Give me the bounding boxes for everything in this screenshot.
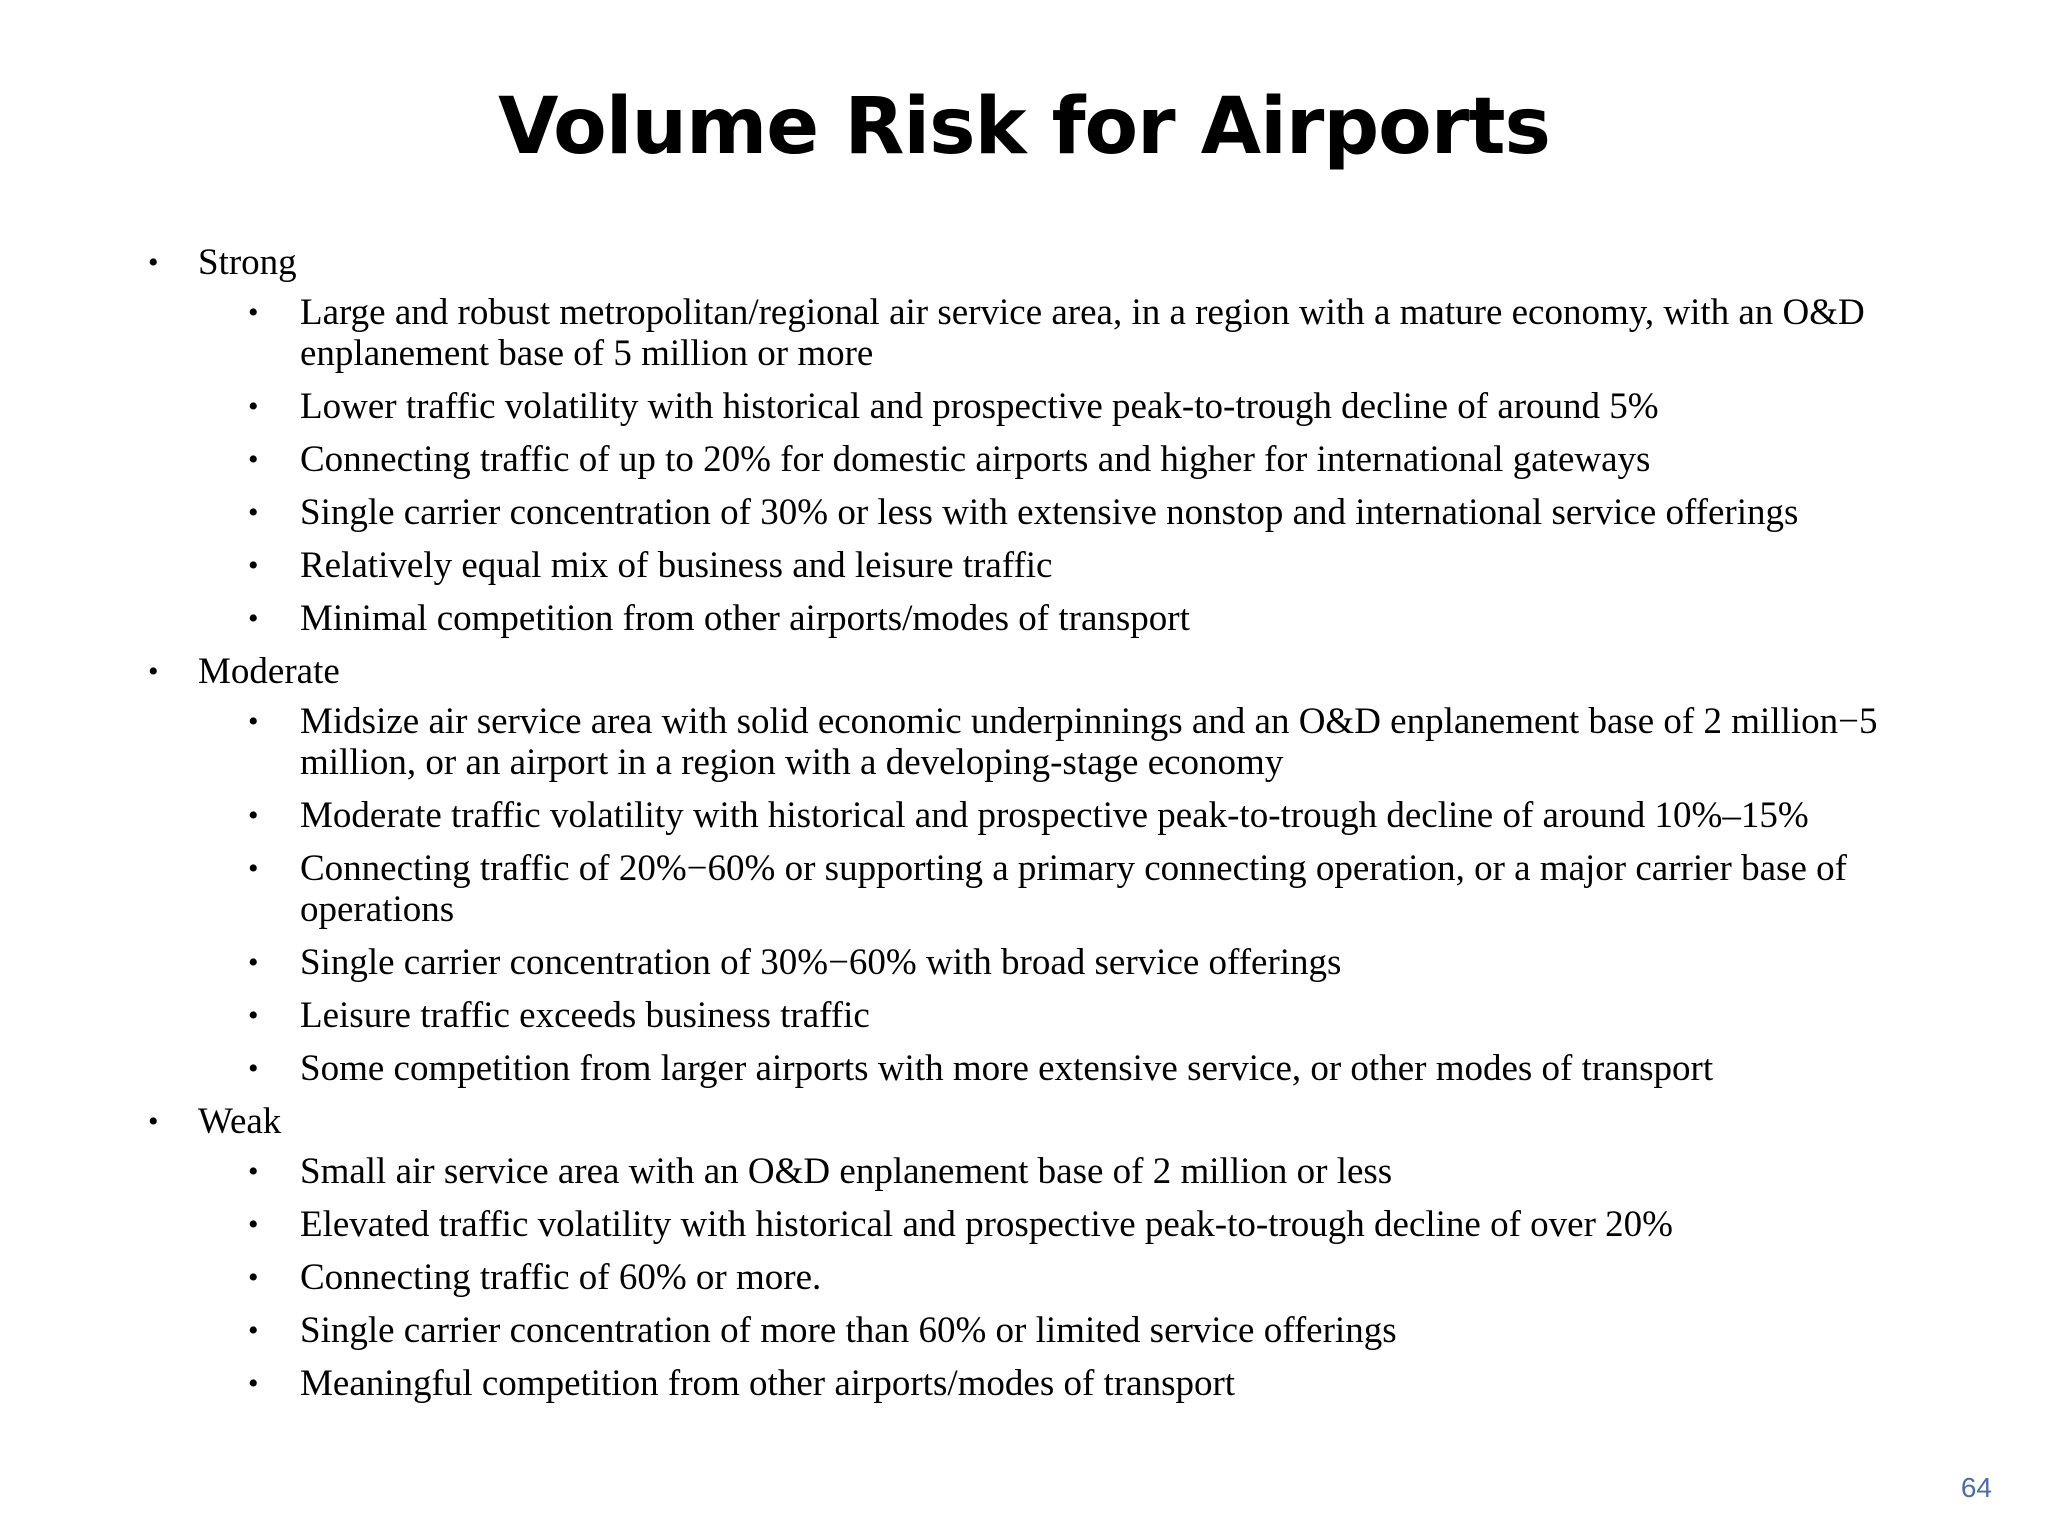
list-item-text: Moderate traffic volatility with historical and prospective peak-to-trough decline of around 10%–15% [300, 795, 1809, 836]
bullet-dot-icon: • [248, 999, 259, 1032]
list-item [143, 545, 1943, 586]
bullet-dot-icon: • [248, 549, 259, 582]
level1-bullet-moderate [143, 651, 1943, 693]
group-strong [143, 242, 1943, 639]
list-item [143, 492, 1943, 533]
sublist-strong [143, 292, 1943, 639]
list-item [143, 1204, 1943, 1245]
list-item-text: Single carrier concentration of more than 60% or limited service offerings [300, 1310, 1397, 1351]
bullet-dot-icon: • [248, 1155, 259, 1188]
bullet-dot-icon: • [248, 1367, 259, 1400]
list-item [143, 1048, 1943, 1089]
level1-bullet-strong [143, 242, 1943, 284]
group-weak [143, 1101, 1943, 1404]
sublist-moderate [143, 701, 1943, 1089]
list-item-text: Large and robust metropolitan/regional air service area, in a region with a mature economy, with an O&D enplanement base of 5 million or more [300, 292, 1865, 374]
bullet-dot-icon: • [248, 296, 259, 329]
list-item [143, 1151, 1943, 1192]
bullet-dot-icon: • [248, 390, 259, 423]
bullet-dot-icon: • [248, 496, 259, 529]
list-item [143, 439, 1943, 480]
bullet-dot-icon: • [248, 1052, 259, 1085]
list-item-text: Lower traffic volatility with historical and prospective peak-to-trough decline of around 5% [300, 386, 1659, 427]
list-item-text: Connecting traffic of 20%−60% or supporting a primary connecting operation, or a major carrier base of operations [300, 848, 1847, 930]
bullet-dot-icon: • [248, 799, 259, 832]
bullet-dot-icon: • [148, 246, 159, 279]
bullet-dot-icon: • [248, 602, 259, 635]
group-label: Moderate [198, 651, 340, 692]
list-item [143, 1310, 1943, 1351]
list-item [143, 1257, 1943, 1298]
bullet-dot-icon: • [248, 1314, 259, 1347]
bullet-dot-icon: • [248, 443, 259, 476]
list-item [143, 386, 1943, 427]
list-item [143, 995, 1943, 1036]
bullet-dot-icon: • [248, 946, 259, 979]
list-item [143, 701, 1943, 783]
page-number: 64 [1960, 1472, 1992, 1503]
bullet-content [143, 242, 1943, 1416]
list-item-text: Single carrier concentration of 30% or less with extensive nonstop and international service offerings [300, 492, 1799, 533]
list-item-text: Connecting traffic of up to 20% for domestic airports and higher for international gateways [300, 439, 1651, 480]
list-item-text: Some competition from larger airports with more extensive service, or other modes of transport [300, 1048, 1714, 1089]
list-item [143, 942, 1943, 983]
list-item-text: Relatively equal mix of business and leisure traffic [300, 545, 1053, 586]
list-item-text: Small air service area with an O&D enplanement base of 2 million or less [300, 1151, 1393, 1192]
bullet-dot-icon: • [248, 705, 259, 738]
list-item-text: Elevated traffic volatility with historical and prospective peak-to-trough decline of over 20% [300, 1204, 1673, 1245]
level1-bullet-weak [143, 1101, 1943, 1143]
sublist-weak [143, 1151, 1943, 1404]
list-item-text: Leisure traffic exceeds business traffic [300, 995, 870, 1036]
bullet-dot-icon: • [148, 655, 159, 688]
list-item [143, 795, 1943, 836]
list-item-text: Single carrier concentration of 30%−60% with broad service offerings [300, 942, 1342, 983]
list-item [143, 292, 1943, 374]
list-item [143, 1363, 1943, 1404]
bullet-dot-icon: • [248, 852, 259, 885]
list-item-text: Midsize air service area with solid economic underpinnings and an O&D enplanement base of 2 million−5 million, or an airport in a region with a developing-stage economy [300, 701, 1878, 783]
list-item [143, 848, 1943, 930]
group-moderate [143, 651, 1943, 1089]
bullet-dot-icon: • [248, 1261, 259, 1294]
list-item-text: Minimal competition from other airports/modes of transport [300, 598, 1190, 639]
list-item [143, 598, 1943, 639]
bullet-dot-icon: • [148, 1105, 159, 1138]
group-label: Weak [198, 1101, 282, 1142]
group-label: Strong [198, 242, 297, 283]
slide-title: Volume Risk for Airports [498, 82, 1550, 172]
list-item-text: Meaningful competition from other airports/modes of transport [300, 1363, 1236, 1404]
list-item-text: Connecting traffic of 60% or more. [300, 1257, 822, 1298]
bullet-dot-icon: • [248, 1208, 259, 1241]
